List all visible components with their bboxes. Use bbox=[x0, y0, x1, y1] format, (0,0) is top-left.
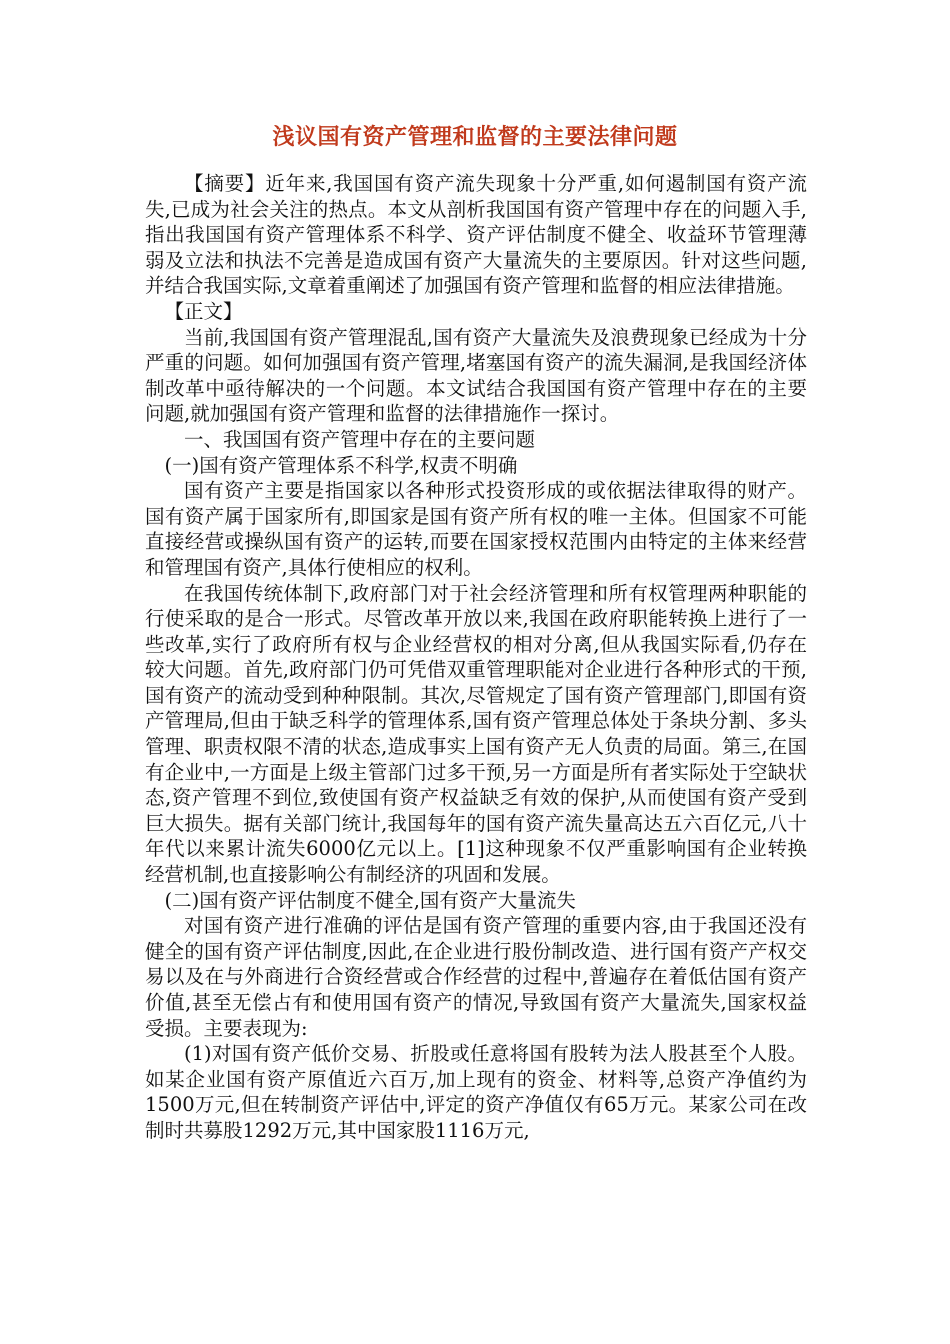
abstract-paragraph: 【摘要】近年来,我国国有资产流失现象十分严重,如何遏制国有资产流失,已成为社会关注的热点。本文从剖析我国国有资产管理中存在的问题入手,指出我国国有资产管理体系不科学、资产评估制度不健全、收益环节管理薄弱及立法和执法不完善是造成国有资产大量流失的主要原因。针对这些问题,并结合我国实际,文章着重阐述了加强国有资产管理和监督的相应法律措施。 bbox=[145, 172, 807, 298]
document-title: 浅议国有资产管理和监督的主要法律问题 bbox=[272, 124, 678, 150]
intro-paragraph: 当前,我国国有资产管理混乱,国有资产大量流失及浪费现象已经成为十分严重的问题。如何加强国有资产管理,堵塞国有资产的流失漏洞,是我国经济体制改革中亟待解决的一个问题。本文试结合我国国有资产管理中存在的主要问题,就加强国有资产管理和监督的法律措施作一探讨。 bbox=[145, 325, 807, 426]
body-paragraph: (1)对国有资产低价交易、折股或任意将国有股转为法人股甚至个人股。如某企业国有资产原值近六百万,加上现有的资金、材料等,总资产净值约为1500万元,但在转制资产评估中,评定的资产净值仅有65万元。某家公司在改制时共募股1292万元,其中国家股1116万元, bbox=[145, 1042, 807, 1142]
subsection-heading: (一)国有资产管理体系不科学,权责不明确 bbox=[164, 453, 518, 477]
body-paragraph: 国有资产主要是指国家以各种形式投资形成的或依据法律取得的财产。国有资产属于国家所有,即国家是国有资产所有权的唯一主体。但国家不可能直接经营或操纵国有资产的运转,而要在国家授权范围内由特定的主体来经营和管理国有资产,具体行使相应的权利。 bbox=[145, 479, 807, 579]
section-heading: 一、我国国有资产管理中存在的主要问题 bbox=[184, 427, 536, 451]
document-body bbox=[145, 171, 807, 1144]
main-text-label: 【正文】 bbox=[164, 299, 243, 323]
subsection-heading: (二)国有资产评估制度不健全,国有资产大量流失 bbox=[164, 888, 576, 912]
body-paragraph: 在我国传统体制下,政府部门对于社会经济管理和所有权管理两种职能的行使采取的是合一形式。尽管改革开放以来,我国在政府职能转换上进行了一些改革,实行了政府所有权与企业经营权的相对分离,但从我国实际看,仍存在较大问题。首先,政府部门仍可凭借双重管理职能对企业进行各种形式的干预,国有资产的流动受到种种限制。其次,尽管规定了国有资产管理部门,即国有资产管理局,但由于缺乏科学的管理体系,国有资产管理总体处于条块分割、多头管理、职责权限不清的状态,造成事实上国有资产无人负责的局面。第三,在国有企业中,一方面是上级主管部门过多干预,另一方面是所有者实际处于空缺状态,资产管理不到位,致使国有资产权益缺乏有效的保护,从而使国有资产受到巨大损失。据有关部门统计,我国每年的国有资产流失量高达五六百亿元,八十年代以来累计流失6000亿元以上。[1]这种现象不仅严重影响国有企业转换经营机制,也直接影响公有制经济的巩固和发展。 bbox=[145, 581, 807, 887]
body-paragraph: 对国有资产进行准确的评估是国有资产管理的重要内容,由于我国还没有健全的国有资产评估制度,因此,在企业进行股份制改造、进行国有资产产权交易以及在与外商进行合资经营或合作经营的过程中,普遍存在着低估国有资产价值,甚至无偿占有和使用国有资产的情况,导致国有资产大量流失,国家权益受损。主要表现为: bbox=[145, 914, 807, 1040]
